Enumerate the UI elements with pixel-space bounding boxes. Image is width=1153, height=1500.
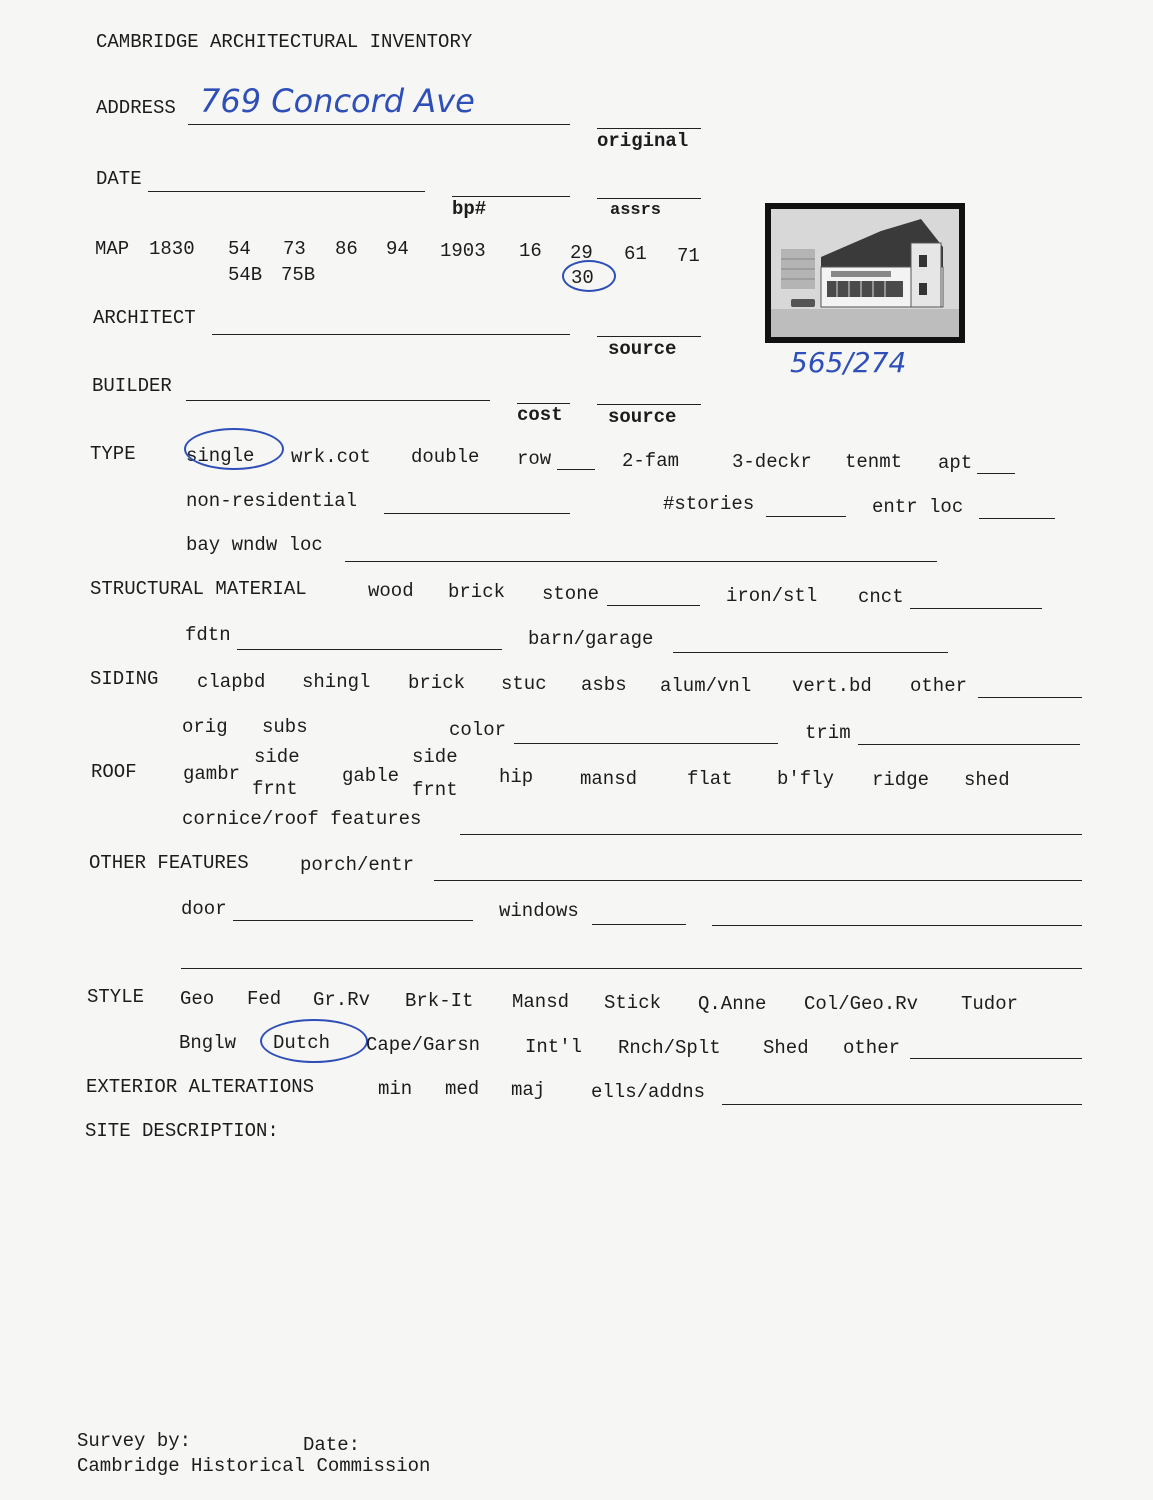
siding-brick: brick (408, 672, 466, 694)
map-30: 30 (571, 267, 594, 289)
photo-number: 565/274 (790, 346, 907, 379)
siding-other-line (978, 697, 1082, 698)
type-entr-loc-line (979, 518, 1055, 519)
type-row: row (517, 448, 552, 470)
style-tudor: Tudor (961, 993, 1019, 1015)
siding-trim-line (858, 744, 1080, 745)
style-intl: Int'l (525, 1036, 583, 1058)
style-grrv: Gr.Rv (313, 989, 371, 1011)
type-double: double (411, 446, 480, 468)
other-porch-line (434, 880, 1082, 881)
roof-gambr-frnt: frnt (252, 778, 298, 800)
siding-vert: vert.bd (792, 675, 872, 697)
structural-cnct-line (910, 608, 1042, 609)
type-2fam: 2-fam (622, 450, 680, 472)
structural-fdtn-line (237, 649, 502, 650)
structural-iron: iron/stl (726, 585, 818, 607)
type-label: TYPE (90, 443, 136, 465)
map-75b: 75B (281, 264, 316, 286)
roof-bfly: b'fly (777, 768, 835, 790)
structural-fdtn: fdtn (185, 624, 231, 646)
roof-gable-frnt: frnt (412, 779, 458, 801)
exterior-ells: ells/addns (591, 1081, 706, 1103)
roof-mansd: mansd (580, 768, 638, 790)
type-wrk-cot: wrk.cot (291, 446, 371, 468)
other-blank-line (181, 968, 1082, 969)
architect-source-line (597, 336, 701, 337)
siding-color-line (514, 743, 778, 744)
builder-label: BUILDER (92, 375, 172, 397)
map-73: 73 (283, 238, 306, 260)
roof-gambr: gambr (183, 763, 241, 785)
map-1903: 1903 (440, 240, 486, 262)
style-dutch-circle (260, 1019, 368, 1063)
structural-stone: stone (542, 583, 600, 605)
form-title: CAMBRIDGE ARCHITECTURAL INVENTORY (96, 31, 473, 53)
siding-label: SIDING (90, 668, 159, 690)
roof-hip: hip (499, 766, 534, 788)
type-row-line (557, 469, 595, 470)
builder-line (186, 400, 490, 401)
structural-cnct: cnct (858, 586, 904, 608)
builder-source-line (597, 404, 701, 405)
style-cape: Cape/Garsn (366, 1034, 481, 1056)
other-windows: windows (499, 900, 579, 922)
siding-subs: subs (262, 716, 308, 738)
architect-label: ARCHITECT (93, 307, 196, 329)
building-photo (765, 203, 965, 343)
style-rnch: Rnch/Splt (618, 1037, 721, 1059)
siding-orig: orig (182, 716, 228, 738)
other-features-label: OTHER FEATURES (89, 852, 249, 874)
house-illustration (771, 209, 959, 337)
style-mansd: Mansd (512, 991, 570, 1013)
map-29: 29 (570, 242, 593, 264)
map-54: 54 (228, 238, 251, 260)
style-shed: Shed (763, 1037, 809, 1059)
roof-gable: gable (342, 765, 400, 787)
type-stories-line (766, 516, 846, 517)
type-single: single (186, 445, 255, 467)
roof-flat: flat (687, 768, 733, 790)
assrs-label: assrs (610, 201, 662, 220)
cost-label: cost (517, 404, 563, 426)
map-61: 61 (624, 243, 647, 265)
style-bnglw: Bnglw (179, 1032, 237, 1054)
address-value: 769 Concord Ave (200, 82, 475, 120)
roof-label: ROOF (91, 761, 137, 783)
map-30-circle (562, 260, 616, 292)
exterior-label: EXTERIOR ALTERATIONS (86, 1076, 315, 1098)
type-entr-loc: entr loc (872, 496, 964, 518)
roof-gambr-side: side (254, 746, 300, 768)
other-porch: porch/entr (300, 854, 415, 876)
style-dutch: Dutch (273, 1032, 331, 1054)
structural-brick: brick (448, 581, 506, 603)
style-stick: Stick (604, 992, 662, 1014)
exterior-med: med (445, 1078, 480, 1100)
architect-line (212, 334, 570, 335)
type-nonres-line (384, 513, 570, 514)
type-single-circle (184, 428, 284, 470)
exterior-min: min (378, 1078, 413, 1100)
style-brkit: Brk-It (405, 990, 474, 1012)
other-door: door (181, 898, 227, 920)
map-71: 71 (677, 245, 700, 267)
other-door-line (233, 920, 473, 921)
exterior-maj: maj (511, 1079, 546, 1101)
siding-clapbd: clapbd (197, 671, 266, 693)
exterior-ells-line (722, 1104, 1082, 1105)
roof-ridge: ridge (872, 769, 930, 791)
roof-shed: shed (964, 769, 1010, 791)
structural-barn: barn/garage (528, 628, 654, 650)
map-label: MAP (95, 238, 130, 260)
siding-stuc: stuc (501, 673, 547, 695)
style-qanne: Q.Anne (698, 993, 767, 1015)
style-geo: Geo (180, 988, 215, 1010)
map-1830: 1830 (149, 238, 195, 260)
address-label: ADDRESS (96, 97, 176, 119)
map-86: 86 (335, 238, 358, 260)
type-apt: apt (938, 452, 973, 474)
assrs-line (597, 198, 701, 199)
siding-trim: trim (805, 722, 851, 744)
type-tenmt: tenmt (845, 451, 903, 473)
date-label: DATE (96, 168, 142, 190)
commission-name: Cambridge Historical Commission (77, 1455, 431, 1477)
date-line (148, 191, 425, 192)
type-nonres: non-residential (186, 490, 358, 512)
original-label: original (597, 130, 689, 152)
type-stories: #stories (663, 493, 755, 515)
roof-cornice: cornice/roof features (182, 808, 422, 830)
type-3deckr: 3-deckr (732, 451, 812, 473)
structural-barn-line (673, 652, 948, 653)
style-colgeorv: Col/Geo.Rv (804, 993, 919, 1015)
type-apt-line (977, 473, 1015, 474)
architect-source-label: source (608, 338, 677, 360)
roof-cornice-line (460, 834, 1082, 835)
style-other: other (843, 1037, 901, 1059)
style-other-line (910, 1058, 1082, 1059)
roof-gable-side: side (412, 746, 458, 768)
style-label: STYLE (87, 986, 145, 1008)
bp-line (452, 196, 570, 197)
bp-label: bp# (452, 198, 487, 220)
style-fed: Fed (247, 988, 282, 1010)
siding-other: other (910, 675, 968, 697)
builder-source-label: source (608, 406, 677, 428)
original-line (597, 128, 701, 129)
structural-stone-line (607, 605, 700, 606)
map-16: 16 (519, 240, 542, 262)
siding-alum: alum/vnl (660, 675, 752, 697)
survey-by-label: Survey by: (77, 1430, 192, 1452)
siding-shingl: shingl (302, 671, 371, 693)
site-description-label: SITE DESCRIPTION: (85, 1120, 279, 1142)
map-94: 94 (386, 238, 409, 260)
address-line (188, 124, 570, 125)
structural-wood: wood (368, 580, 414, 602)
siding-asbs: asbs (581, 674, 627, 696)
other-windows-line (592, 924, 686, 925)
other-extra-line (712, 925, 1082, 926)
map-54b: 54B (228, 264, 263, 286)
type-bay-wndw: bay wndw loc (186, 534, 323, 556)
type-bay-wndw-line (345, 561, 937, 562)
siding-color: color (449, 719, 507, 741)
footer-date-label: Date: (303, 1434, 361, 1456)
structural-label: STRUCTURAL MATERIAL (90, 578, 307, 600)
